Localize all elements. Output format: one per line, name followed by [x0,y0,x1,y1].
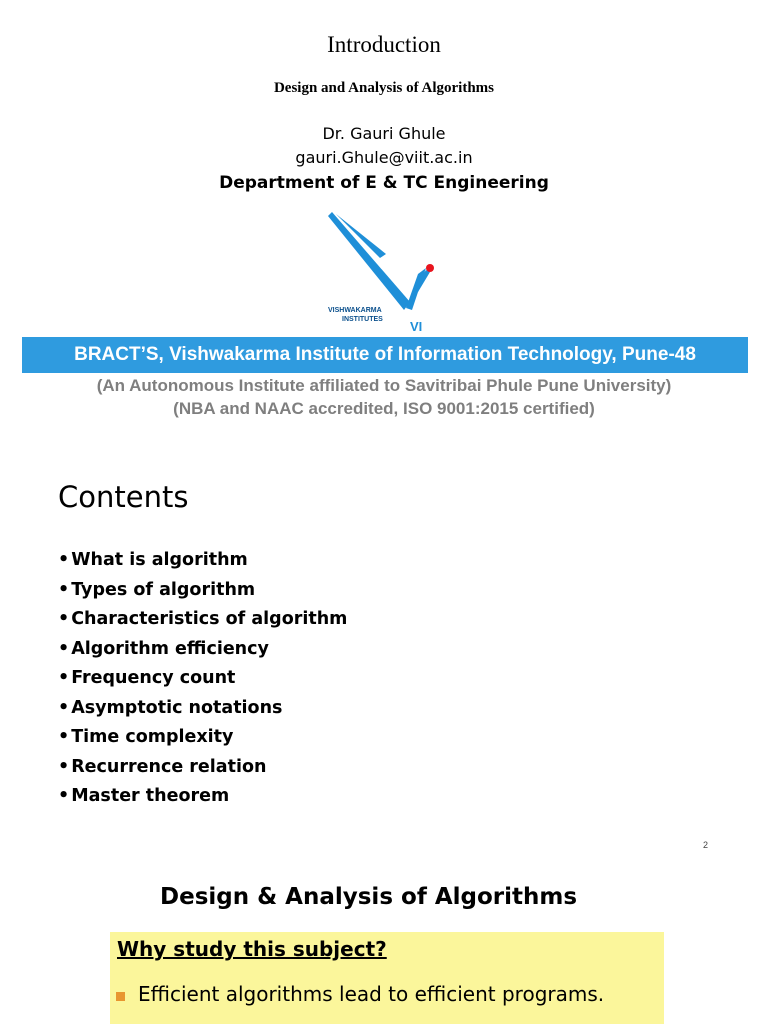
list-item [58,723,347,753]
list-item-text: What is algorithm [71,550,248,570]
bullet-icon: • [58,727,70,747]
box-heading: Why study this subject? [117,937,387,961]
author-name: Dr. Gauri Ghule [322,124,446,143]
vishwakarma-institutes-logo-icon [322,210,444,332]
list-item-text: Recurrence relation [71,756,267,777]
list-item [58,546,347,576]
list-item [58,753,347,783]
slide3-title: Design & Analysis of Algorithms [160,884,578,910]
bullet-icon: • [58,550,70,570]
contents-list [58,546,347,812]
list-item-text: Characteristics of algorithm [71,609,348,629]
slide-title: Introduction [327,32,441,57]
list-item [58,576,347,606]
department-name: Department of E & TC Engineering [219,173,549,193]
bullet-icon: • [58,756,70,777]
logo-red-dot [426,264,434,272]
list-item-text: Asymptotic notations [71,697,283,718]
list-item [58,782,347,812]
list-item-text: Types of algorithm [71,579,256,600]
bullet-icon: • [58,786,70,806]
affiliation-line-1: (An Autonomous Institute affiliated to Savitribai Phule Pune University) [96,376,672,395]
page-number: 2 [703,840,709,850]
bullet-text: Efficient algorithms lead to efficient programs. [138,982,605,1006]
list-item [58,664,347,694]
list-item [58,635,347,665]
course-subtitle: Design and Analysis of Algorithms [273,80,495,96]
institute-name: BRACT’S, Vishwakarma Institute of Information Technology, Pune-48 [74,344,696,365]
logo-v-left-stroke [328,212,410,310]
author-email: gauri.Ghule@viit.ac.in [295,148,473,167]
bullet-icon: • [58,638,70,659]
square-bullet-icon [116,992,125,1001]
logo-text-line1: VISHWAKARMA [328,307,382,314]
institute-banner [22,337,748,373]
list-item [58,694,347,724]
bullet-icon: • [58,579,70,600]
list-item-text: Algorithm efficiency [71,638,269,659]
logo-monogram: VI [410,319,423,332]
list-item [58,605,347,635]
bullet-icon: • [58,609,70,629]
contents-heading: Contents [58,480,189,514]
bullet-icon: • [58,668,70,688]
logo-text-line2: INSTITUTES [342,316,383,323]
list-item-text: Frequency count [71,668,236,688]
list-item-text: Time complexity [71,727,234,747]
bullet-icon: • [58,697,70,718]
list-item-text: Master theorem [71,786,230,806]
affiliation-line-2: (NBA and NAAC accredited, ISO 9001:2015 certified) [173,399,595,418]
